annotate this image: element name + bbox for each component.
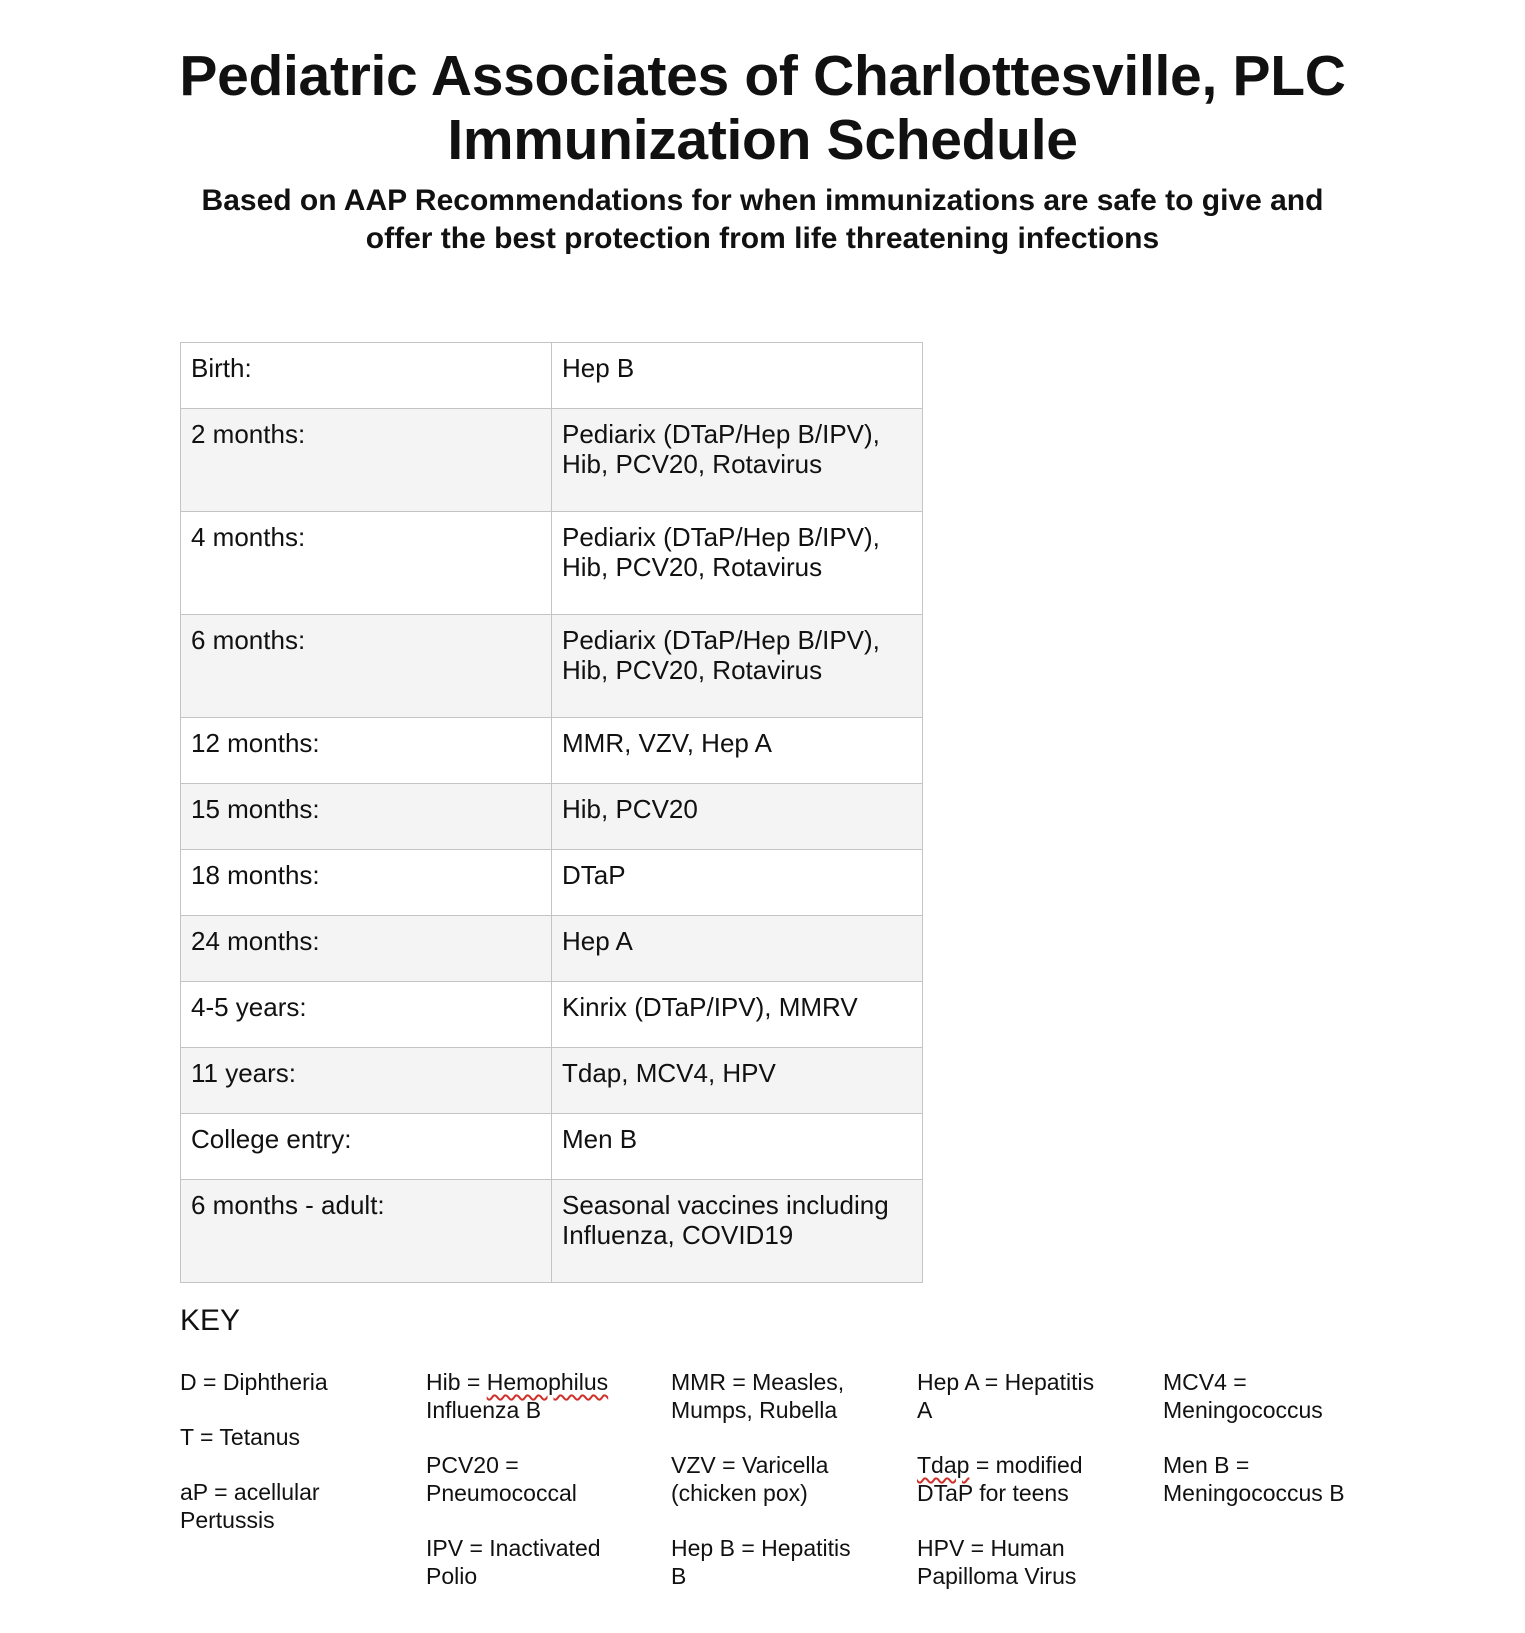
- age-cell: 18 months:: [181, 850, 552, 916]
- vaccine-cell: [552, 512, 923, 615]
- table-row: [181, 409, 923, 512]
- key-item: [426, 1368, 641, 1424]
- age-cell: 4 months:: [181, 512, 552, 615]
- age-cell: 4-5 years:: [181, 982, 552, 1048]
- vaccine-line: Kinrix (DTaP/IPV), MMRV: [562, 992, 858, 1022]
- key-item: [1163, 1368, 1403, 1424]
- vaccine-line: MMR, VZV, Hep A: [562, 728, 772, 758]
- vaccine-line: Hib, PCV20, Rotavirus: [562, 552, 823, 582]
- vaccine-line: Hep A: [562, 926, 633, 956]
- key-item: [917, 1451, 1132, 1507]
- vaccine-line: Hib, PCV20, Rotavirus: [562, 449, 823, 479]
- title-line-1: Pediatric Associates of Charlottesville, PLC: [179, 44, 1346, 108]
- age-cell: 24 months:: [181, 916, 552, 982]
- key-item: [426, 1534, 641, 1590]
- key-item-line: Hib =: [426, 1369, 487, 1395]
- key-item-line: VZV = Varicella: [671, 1452, 829, 1478]
- key-item-line: = modified: [969, 1452, 1083, 1478]
- vaccine-line: Hep B: [562, 353, 635, 383]
- vaccine-line: Men B: [562, 1124, 638, 1154]
- vaccine-line: Influenza, COVID19: [562, 1220, 794, 1250]
- key-heading: KEY: [180, 1304, 241, 1337]
- vaccine-line: Seasonal vaccines including: [562, 1190, 889, 1220]
- key-item-line: B: [671, 1563, 687, 1589]
- vaccine-cell: [552, 916, 923, 982]
- table-row: [181, 718, 923, 784]
- key-item: [917, 1368, 1132, 1424]
- key-item-line: Pertussis: [180, 1507, 275, 1533]
- vaccine-line: Pediarix (DTaP/Hep B/IPV),: [562, 419, 880, 449]
- key-item: [917, 1534, 1132, 1590]
- vaccine-cell: [552, 409, 923, 512]
- table-row: [181, 1048, 923, 1114]
- table-row: [181, 1180, 923, 1283]
- spellcheck-flagged-word[interactable]: Tdap: [917, 1452, 970, 1478]
- key-item-line: Hep A = Hepatitis: [917, 1369, 1095, 1395]
- key-item-line: Meningococcus: [1163, 1397, 1323, 1423]
- key-item: [671, 1451, 886, 1507]
- table-row: [181, 615, 923, 718]
- vaccine-cell: [552, 1180, 923, 1283]
- key-item-line: PCV20 =: [426, 1452, 519, 1478]
- vaccine-cell: [552, 718, 923, 784]
- key-item-line: MCV4 =: [1163, 1369, 1247, 1395]
- key-item-line: D = Diphtheria: [180, 1369, 328, 1395]
- key-item: [1163, 1451, 1403, 1507]
- key-item-line: HPV = Human: [917, 1535, 1065, 1561]
- vaccine-line: Pediarix (DTaP/Hep B/IPV),: [562, 625, 880, 655]
- age-cell: 15 months:: [181, 784, 552, 850]
- key-item-line: Polio: [426, 1563, 478, 1589]
- title-line-2: Immunization Schedule: [447, 108, 1078, 172]
- document-header: [0, 44, 1525, 258]
- age-cell: 12 months:: [181, 718, 552, 784]
- key-item-line: Men B =: [1163, 1452, 1250, 1478]
- key-item: [180, 1423, 395, 1451]
- table-row: [181, 916, 923, 982]
- document-title: [0, 44, 1525, 172]
- key-column: [426, 1368, 641, 1617]
- vaccine-cell: [552, 1048, 923, 1114]
- vaccine-cell: [552, 850, 923, 916]
- key-item-line: aP = acellular: [180, 1479, 320, 1505]
- table-row: [181, 343, 923, 409]
- key-item-line: DTaP for teens: [917, 1480, 1069, 1506]
- document-subtitle: Based on AAP Recommendations for when immunizations are safe to give and offer the best protection from life threatening infections: [201, 184, 1324, 255]
- key-item: [180, 1368, 395, 1396]
- vaccine-cell: [552, 982, 923, 1048]
- age-cell: 6 months:: [181, 615, 552, 718]
- vaccine-cell: [552, 343, 923, 409]
- key-column: [917, 1368, 1132, 1617]
- vaccine-cell: [552, 615, 923, 718]
- age-cell: 11 years:: [181, 1048, 552, 1114]
- key-item: [180, 1478, 395, 1534]
- key-column: [180, 1368, 395, 1561]
- age-cell: Birth:: [181, 343, 552, 409]
- key-column: [671, 1368, 886, 1617]
- table-row: [181, 512, 923, 615]
- vaccine-line: DTaP: [562, 860, 626, 890]
- key-item-line: Influenza B: [426, 1397, 542, 1423]
- key-item-line: IPV = Inactivated: [426, 1535, 601, 1561]
- vaccine-line: Hib, PCV20, Rotavirus: [562, 655, 823, 685]
- key-item-line: Pneumococcal: [426, 1480, 577, 1506]
- key-item-line: MMR = Measles,: [671, 1369, 845, 1395]
- table-row: [181, 784, 923, 850]
- spellcheck-flagged-word[interactable]: Hemophilus: [486, 1369, 609, 1395]
- age-cell: 6 months - adult:: [181, 1180, 552, 1283]
- key-item-line: (chicken pox): [671, 1480, 808, 1506]
- age-cell: College entry:: [181, 1114, 552, 1180]
- key-item-line: Mumps, Rubella: [671, 1397, 838, 1423]
- table-row: [181, 982, 923, 1048]
- vaccine-line: Tdap, MCV4, HPV: [562, 1058, 776, 1088]
- table-row: [181, 850, 923, 916]
- key-item: [426, 1451, 641, 1507]
- key-item-line: Meningococcus B: [1163, 1480, 1345, 1506]
- key-item-line: T = Tetanus: [180, 1424, 300, 1450]
- key-item: [671, 1534, 886, 1590]
- vaccine-cell: [552, 1114, 923, 1180]
- key-item-line: A: [917, 1397, 933, 1423]
- key-column: [1163, 1368, 1403, 1534]
- key-item-line: Hep B = Hepatitis: [671, 1535, 851, 1561]
- age-cell: 2 months:: [181, 409, 552, 512]
- immunization-schedule-table: [180, 342, 923, 1283]
- vaccine-line: Pediarix (DTaP/Hep B/IPV),: [562, 522, 880, 552]
- vaccine-cell: [552, 784, 923, 850]
- key-item-line: Papilloma Virus: [917, 1563, 1077, 1589]
- vaccine-line: Hib, PCV20: [562, 794, 698, 824]
- key-item: [671, 1368, 886, 1424]
- table-row: [181, 1114, 923, 1180]
